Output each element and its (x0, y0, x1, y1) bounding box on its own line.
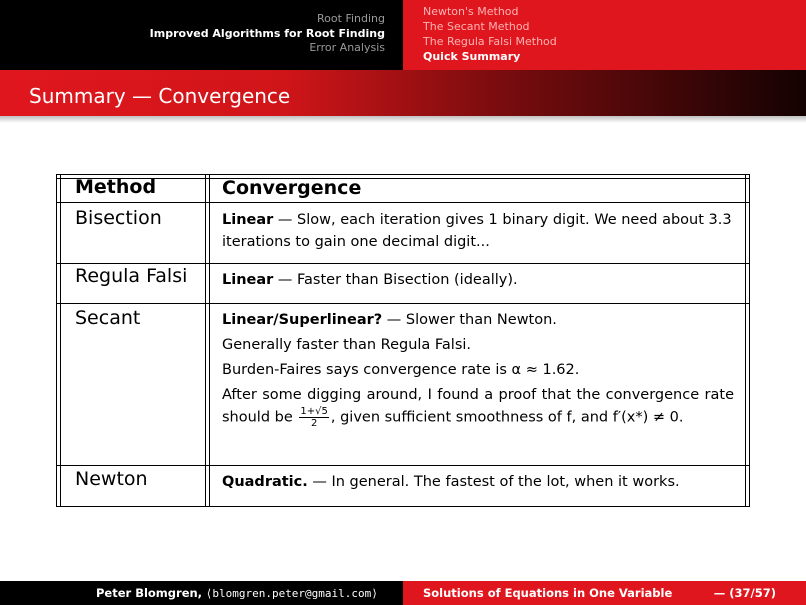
desc-bisection: — Slow, each iteration gives 1 binary digit. We need about 3.3 iterations to gain one decimal digit... (222, 212, 732, 250)
table-row-rule (56, 303, 750, 304)
secant-line-2: Burden-Faires says convergence rate is α ≈ 1.62. (222, 362, 580, 378)
subsection-newtons-method[interactable]: Newton's Method (423, 5, 519, 18)
secant-line-3-text: After some digging around, I found a proof that the convergence rate should be (222, 387, 734, 426)
footer-author-block (0, 581, 403, 605)
table-left-border-inner (60, 174, 61, 507)
section-root-finding[interactable]: Root Finding (317, 12, 385, 25)
desc-newton: — In general. The fastest of the lot, when it works. (307, 474, 680, 490)
golden-ratio-fraction (299, 406, 328, 429)
footer-talk-title: Solutions of Equations in One Variable (423, 586, 673, 600)
section-list (150, 12, 385, 56)
convergence-regula-falsi (222, 269, 734, 291)
table-right-border (749, 174, 750, 507)
header-method: Method (75, 176, 157, 198)
frame-title-bar (0, 70, 806, 116)
secant-line-1: Generally faster than Regula Falsi. (222, 337, 472, 353)
subsection-secant-method[interactable]: The Secant Method (423, 20, 530, 33)
footer-talk-block (403, 581, 806, 605)
secant-line-4: , given sufficient smoothness of f, and f′(x*) ≠ 0. (330, 409, 684, 426)
header-convergence: Convergence (222, 177, 362, 199)
desc-regula-falsi: — Faster than Bisection (ideally). (273, 272, 518, 288)
method-secant: Secant (75, 307, 141, 329)
method-bisection: Bisection (75, 207, 162, 229)
section-nav (0, 0, 403, 70)
subsection-quick-summary[interactable]: Quick Summary (423, 50, 521, 63)
desc-secant: — Slower than Newton. (382, 312, 557, 328)
convergence-bisection (222, 209, 734, 253)
footer-page-number: — (37/57) (713, 586, 776, 600)
section-error-analysis[interactable]: Error Analysis (309, 41, 385, 54)
section-improved-algorithms[interactable]: Improved Algorithms for Root Finding (149, 26, 385, 40)
table-left-border (56, 174, 57, 507)
fraction-denominator: 2 (310, 418, 318, 429)
rate-regula-falsi: Linear (222, 272, 274, 288)
convergence-table (56, 174, 750, 507)
table-column-rule-inner (209, 174, 210, 507)
rate-secant: Linear/Superlinear? (222, 312, 383, 328)
footer-email: ⟨blomgren.peter@gmail.com⟩ (205, 587, 378, 600)
convergence-secant (222, 309, 734, 432)
fraction-numerator: 1+√5 (300, 406, 328, 417)
rate-newton: Quadratic. (222, 474, 308, 490)
footer (0, 581, 806, 605)
frame-title: Summary — Convergence (29, 84, 291, 108)
header-nav (0, 0, 806, 70)
secant-line-3 (222, 384, 734, 429)
subsection-regula-falsi-method[interactable]: The Regula Falsi Method (423, 35, 557, 48)
table-bottom-rule (56, 506, 750, 507)
table-row-rule (56, 263, 750, 264)
rate-bisection: Linear (222, 212, 274, 228)
method-newton: Newton (75, 468, 148, 490)
convergence-newton (222, 471, 734, 493)
table-right-border-inner (745, 174, 746, 507)
title-shadow (0, 116, 806, 123)
method-regula-falsi: Regula Falsi (75, 265, 188, 287)
table-top-rule (56, 174, 750, 175)
table-header-rule (56, 202, 750, 203)
subsection-nav (403, 0, 806, 70)
subsection-list (423, 4, 557, 64)
footer-author: Peter Blomgren, (96, 586, 203, 600)
table-row-rule (56, 465, 750, 466)
table-column-rule (205, 174, 206, 507)
